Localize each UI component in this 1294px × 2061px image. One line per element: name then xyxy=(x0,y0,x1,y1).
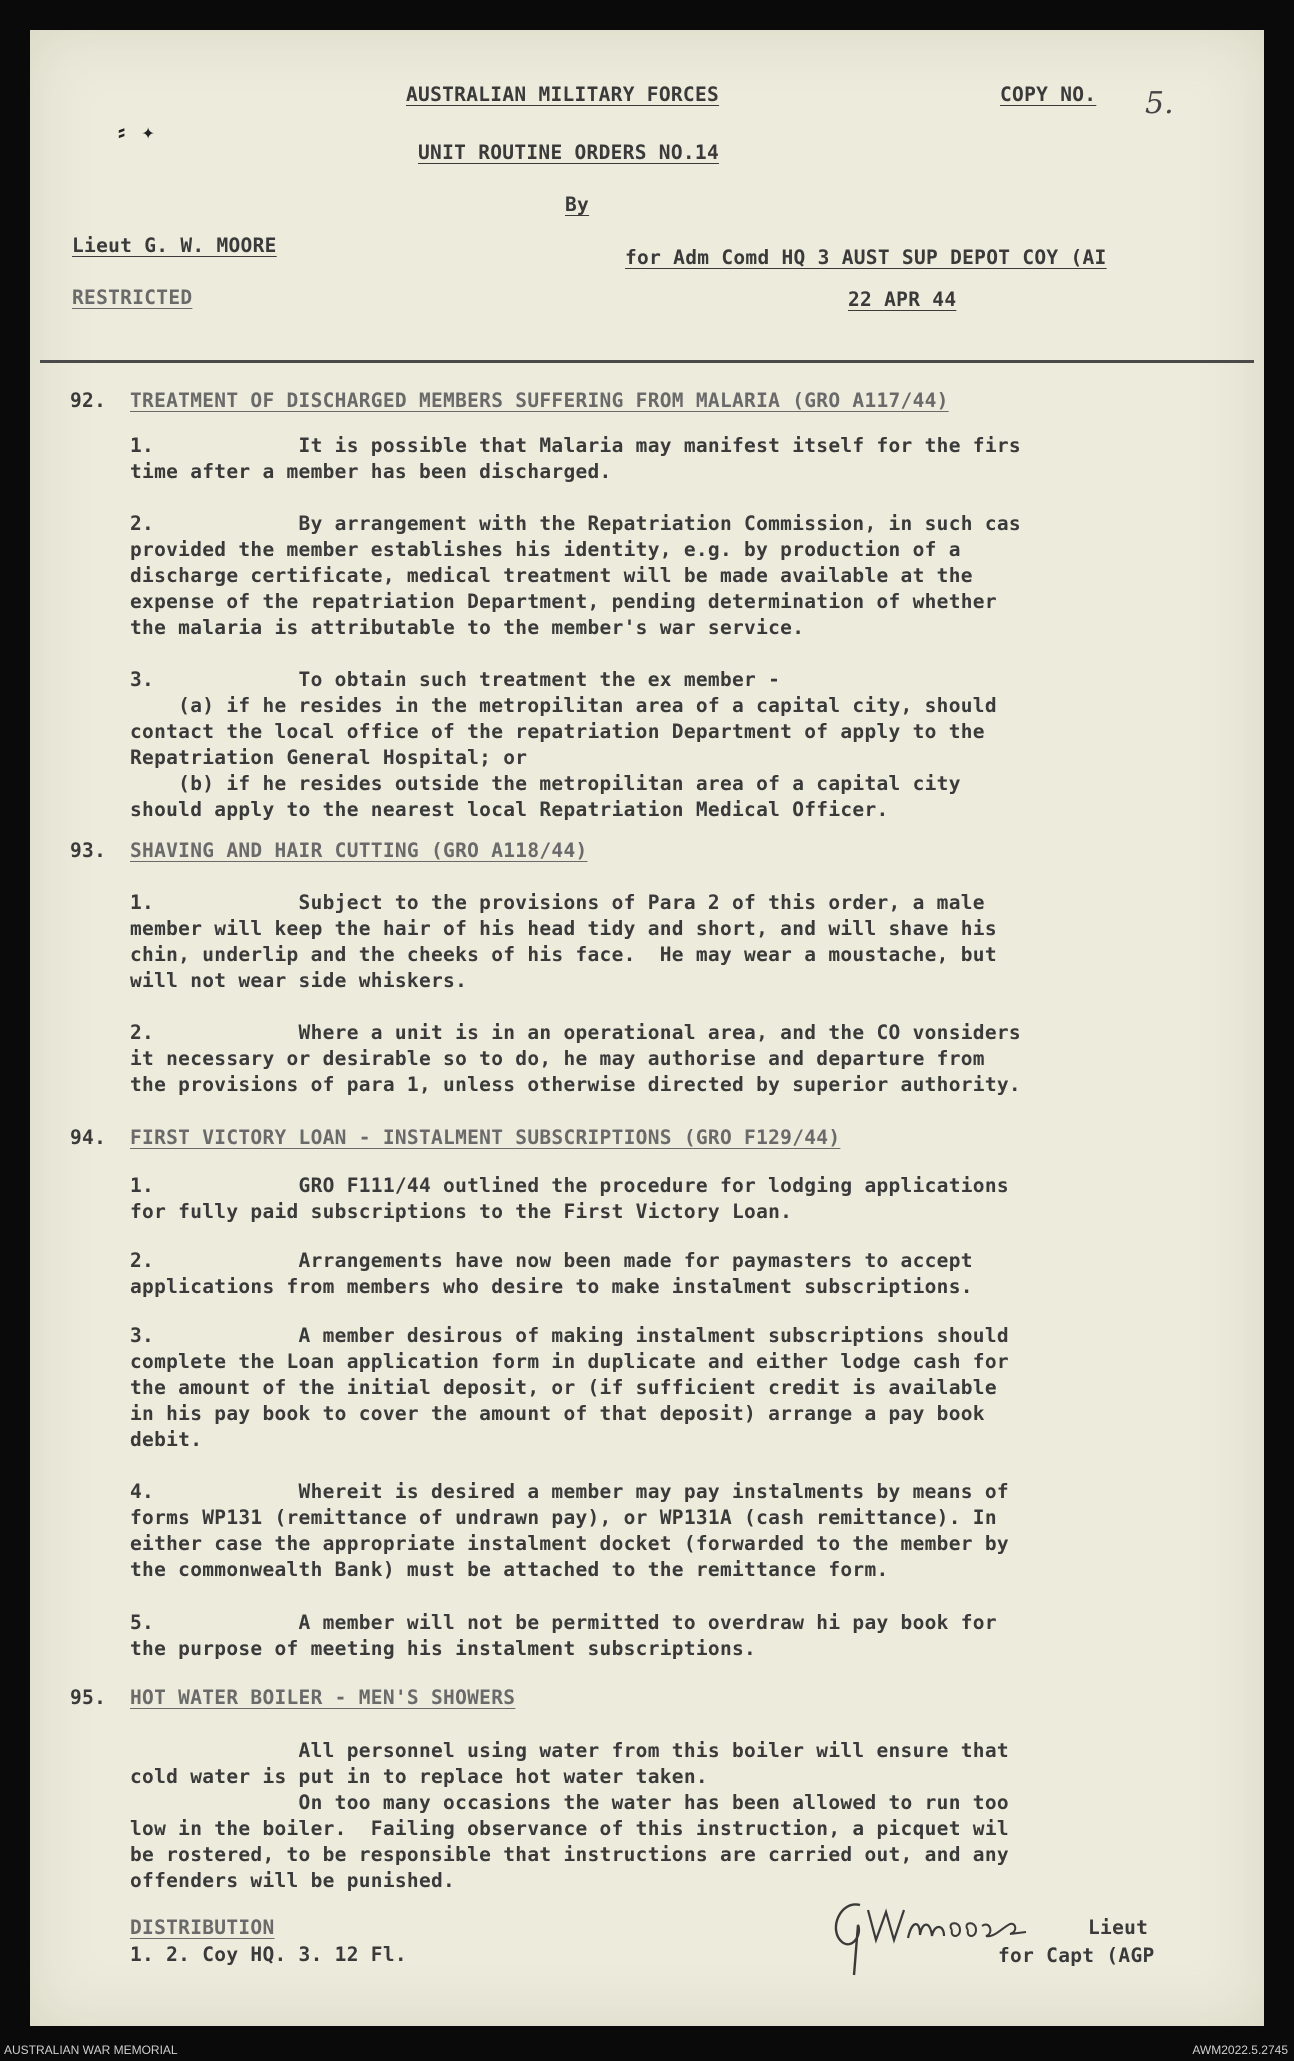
item-line: On too many occasions the water has been allowed to run too xyxy=(130,1791,1009,1814)
item-line: forms WP131 (remittance of undrawn pay), or WP131A (cash remittance). In xyxy=(130,1506,997,1529)
item-line: Repatriation General Hospital; or xyxy=(130,746,528,769)
item-line: the provisions of para 1, unless otherwise directed by superior authority. xyxy=(130,1073,1021,1096)
item-number: 94. xyxy=(70,1126,107,1149)
ink-mark: ⸗ ✦ xyxy=(115,120,155,145)
item-line: (b) if he resides outside the metropilitan area of a capital city xyxy=(130,772,961,795)
document-title: AUSTRALIAN MILITARY FORCES xyxy=(406,83,720,106)
item-number: 93. xyxy=(70,839,107,862)
item-heading: TREATMENT OF DISCHARGED MEMBERS SUFFERING FROM MALARIA (GRO A117/44) xyxy=(130,389,949,412)
item-line: expense of the repatriation Department, pending determination of whether xyxy=(130,590,997,613)
item-line: low in the boiler. Failing observance of this instruction, a picquet wil xyxy=(130,1817,1009,1840)
item-line: cold water is put in to replace hot water taken. xyxy=(130,1765,708,1788)
order-date: 22 APR 44 xyxy=(848,288,957,311)
footer-source: AUSTRALIAN WAR MEMORIAL xyxy=(4,2043,178,2057)
item-line: debit. xyxy=(130,1428,203,1451)
by-line: By xyxy=(565,193,590,216)
item-line: 4. Whereit is desired a member may pay instalments by means of xyxy=(130,1480,1009,1503)
item-number: 92. xyxy=(70,389,107,412)
item-line: in his pay book to cover the amount of that deposit) arrange a pay book xyxy=(130,1402,985,1425)
header-rule xyxy=(40,360,1254,363)
item-line: complete the Loan application form in duplicate and either lodge cash for xyxy=(130,1350,1009,1373)
item-line: the purpose of meeting his instalment subscriptions. xyxy=(130,1637,757,1660)
item-heading: HOT WATER BOILER - MEN'S SHOWERS xyxy=(130,1686,516,1709)
item-line: 5. A member will not be permitted to overdraw hi pay book for xyxy=(130,1611,997,1634)
item-line: 1. GRO F111/44 outlined the procedure for lodging applications xyxy=(130,1174,1009,1197)
unit-line: for Adm Comd HQ 3 AUST SUP DEPOT COY (AI xyxy=(625,246,1107,269)
copy-label: COPY NO. xyxy=(1000,83,1097,106)
item-line: offenders will be punished. xyxy=(130,1869,456,1892)
item-heading: SHAVING AND HAIR CUTTING (GRO A118/44) xyxy=(130,839,588,862)
item-line: chin, underlip and the cheeks of his face. He may wear a moustache, but xyxy=(130,943,997,966)
item-line: provided the member establishes his identity, e.g. by production of a xyxy=(130,538,961,561)
item-line: the malaria is attributable to the member's war service. xyxy=(130,616,805,639)
item-line: discharge certificate, medical treatment will be made available at the xyxy=(130,564,973,587)
orders-number: UNIT ROUTINE ORDERS NO.14 xyxy=(418,141,719,164)
item-line: the amount of the initial deposit, or (if sufficient credit is available xyxy=(130,1376,997,1399)
item-line: 3. To obtain such treatment the ex member - xyxy=(130,668,781,691)
item-line: time after a member has been discharged. xyxy=(130,460,612,483)
item-line: will not wear side whiskers. xyxy=(130,969,468,992)
classification: RESTRICTED xyxy=(72,286,193,309)
handwritten-signature xyxy=(820,1880,1070,1990)
item-line: either case the appropriate instalment docket (forwarded to the member by xyxy=(130,1532,1009,1555)
document-page xyxy=(30,30,1264,2026)
item-line: 1. It is possible that Malaria may manifest itself for the firs xyxy=(130,434,1021,457)
item-line: the commonwealth Bank) must be attached to the remittance form. xyxy=(130,1558,889,1581)
item-line: for fully paid subscriptions to the First Victory Loan. xyxy=(130,1200,793,1223)
distribution-label: DISTRIBUTION xyxy=(130,1916,275,1939)
item-line: (a) if he resides in the metropilitan area of a capital city, should xyxy=(130,694,997,717)
signatory-rank: Lieut xyxy=(1088,1916,1149,1939)
item-number: 95. xyxy=(70,1686,107,1709)
item-line: member will keep the hair of his head tidy and short, and will shave his xyxy=(130,917,997,940)
signatory-for: for Capt (AGP xyxy=(998,1944,1155,1967)
item-line: it necessary or desirable so to do, he may authorise and departure from xyxy=(130,1047,985,1070)
item-line: 2. By arrangement with the Repatriation Commission, in such cas xyxy=(130,512,1021,535)
distribution-list: 1. 2. Coy HQ. 3. 12 Fl. xyxy=(130,1943,407,1966)
footer-reference: AWM2022.5.2745 xyxy=(1192,2043,1288,2057)
item-line: 1. Subject to the provisions of Para 2 of this order, a male xyxy=(130,891,985,914)
item-line: applications from members who desire to make instalment subscriptions. xyxy=(130,1275,973,1298)
item-line: 3. A member desirous of making instalment subscriptions should xyxy=(130,1324,1009,1347)
copy-number: 5. xyxy=(1145,86,1174,121)
officer-name: Lieut G. W. MOORE xyxy=(72,234,277,257)
item-line: should apply to the nearest local Repatriation Medical Officer. xyxy=(130,798,889,821)
item-line: contact the local office of the repatriation Department of apply to the xyxy=(130,720,985,743)
item-heading: FIRST VICTORY LOAN - INSTALMENT SUBSCRIPTIONS (GRO F129/44) xyxy=(130,1126,841,1149)
item-line: 2. Arrangements have now been made for paymasters to accept xyxy=(130,1249,973,1272)
item-line: All personnel using water from this boiler will ensure that xyxy=(130,1739,1009,1762)
item-line: be rostered, to be responsible that instructions are carried out, and any xyxy=(130,1843,1009,1866)
item-line: 2. Where a unit is in an operational area, and the CO vonsiders xyxy=(130,1021,1021,1044)
